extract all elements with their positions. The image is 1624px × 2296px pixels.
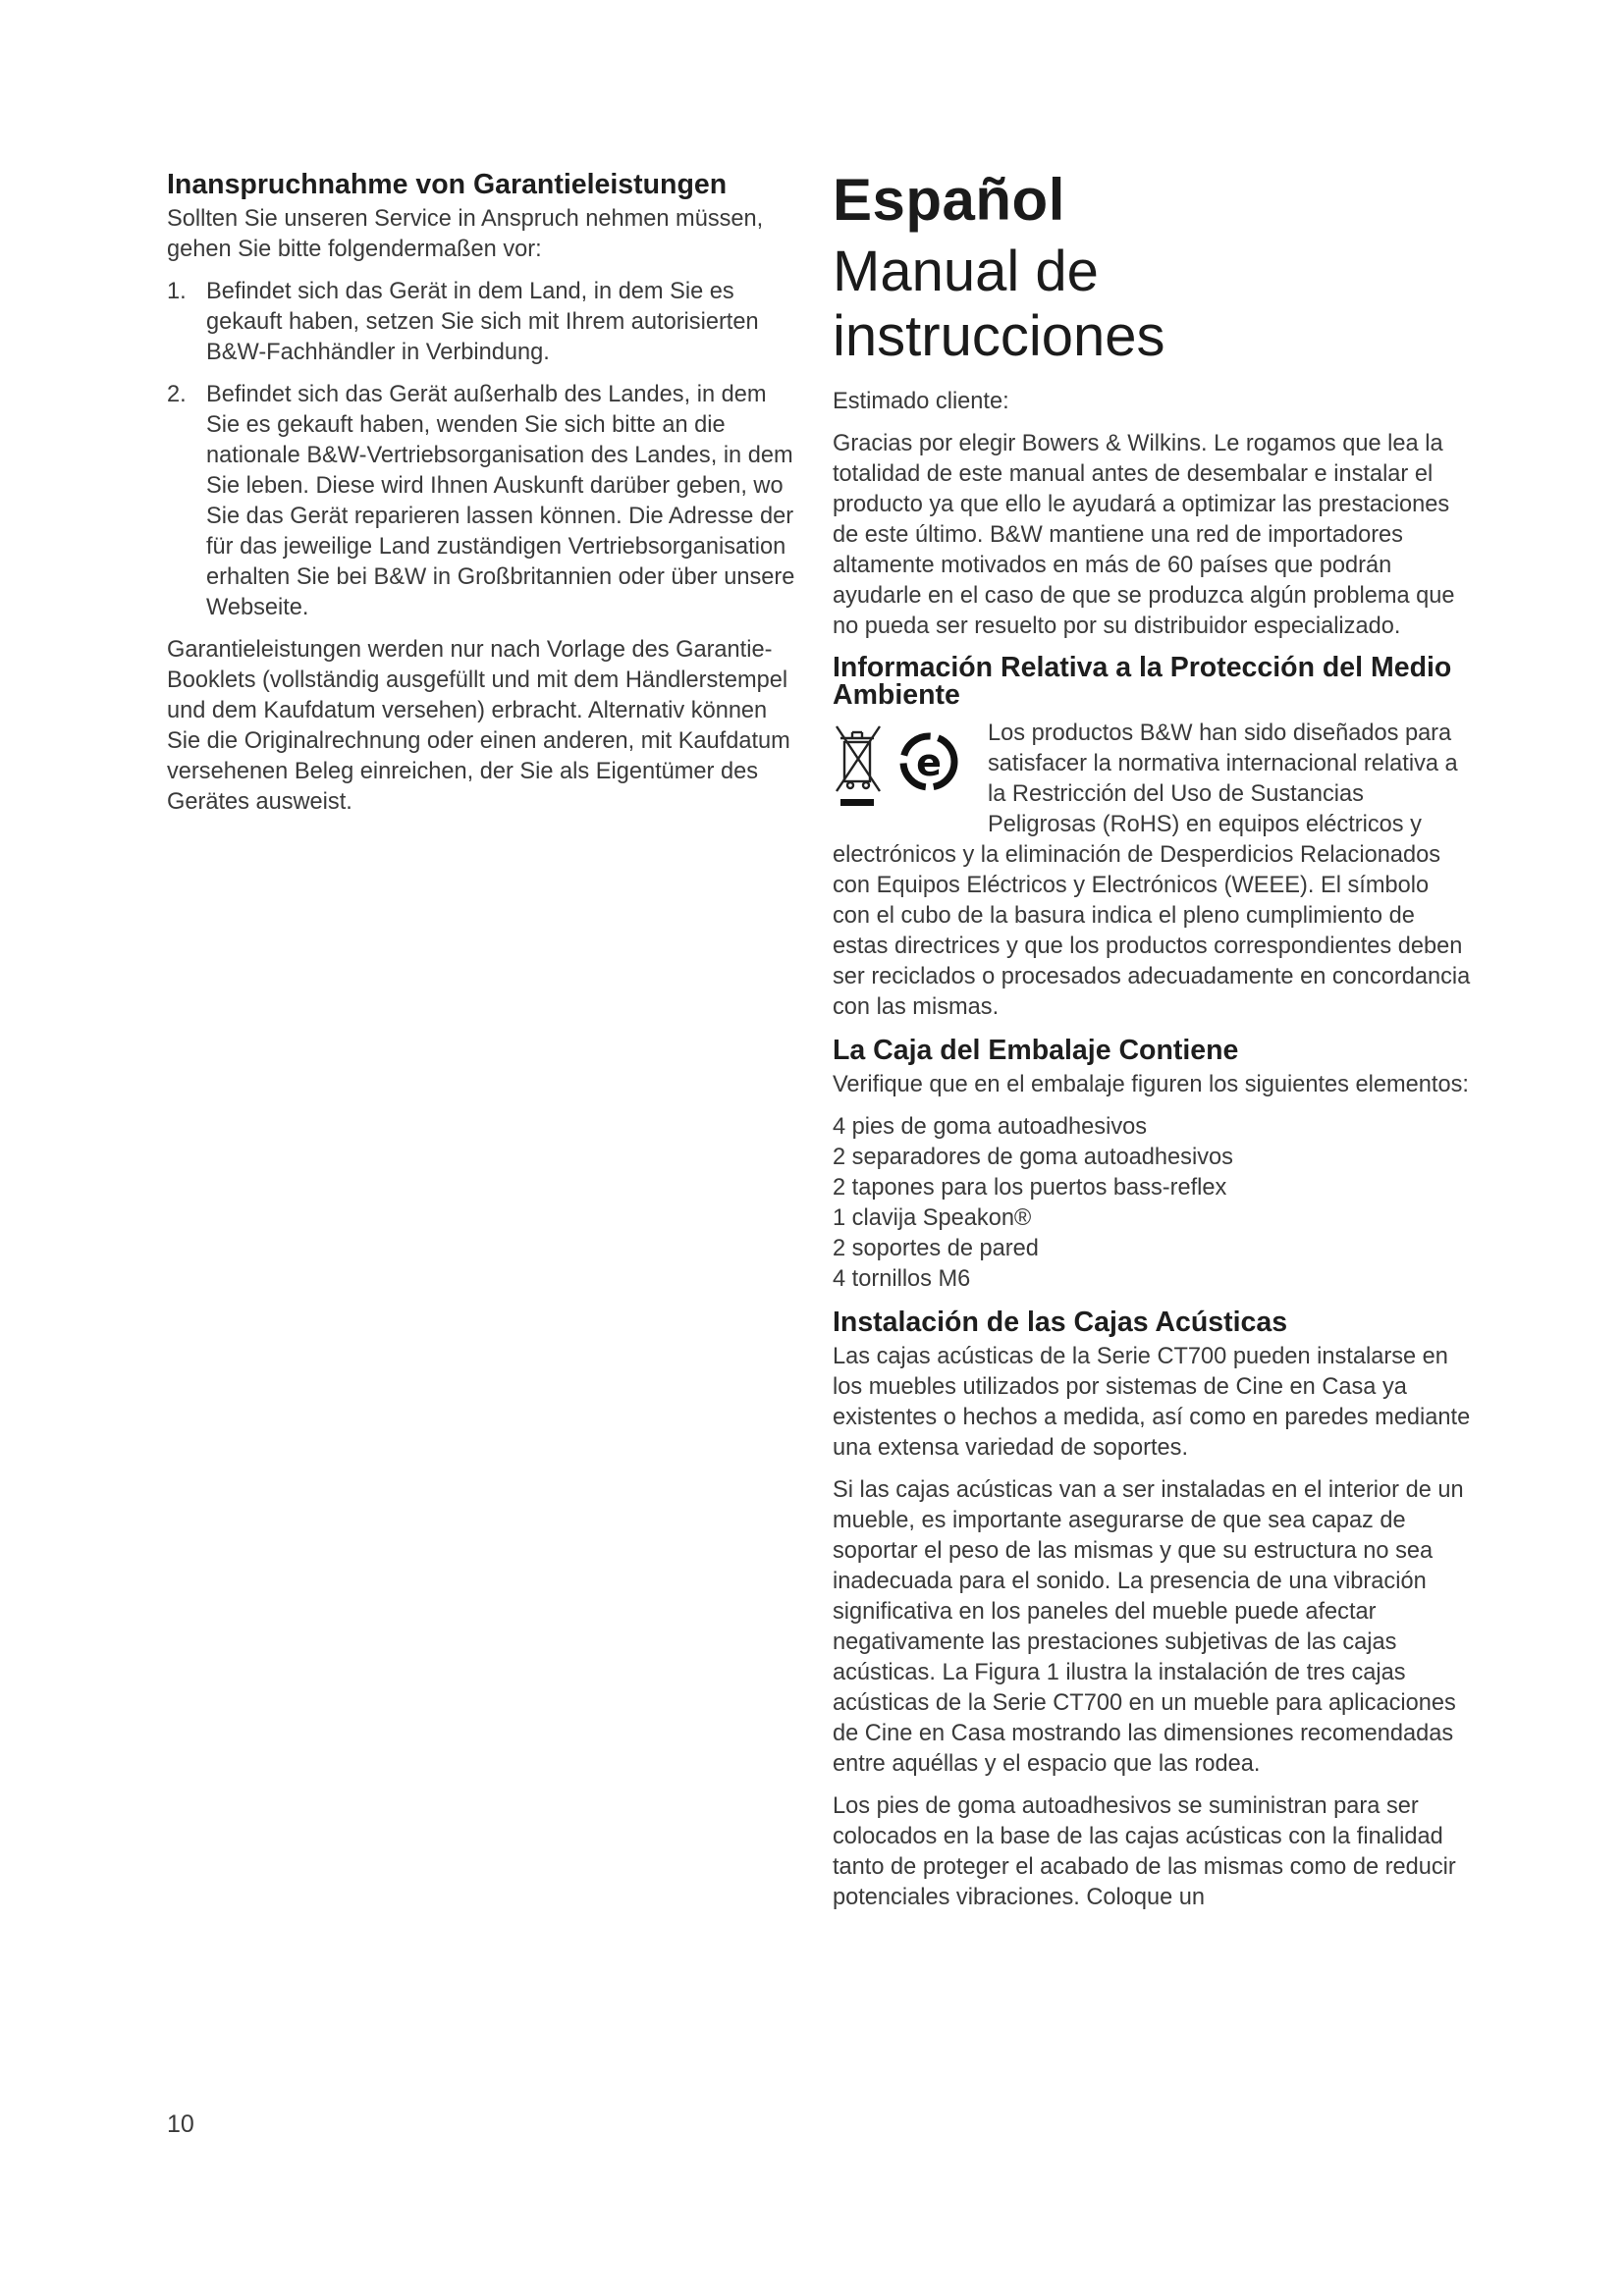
page-number: 10	[167, 2110, 194, 2138]
env-text: Los productos B&W han sido diseñados para satisfacer la normativa internacional relativa a la Restricción del Uso de Sustancias Peligrosas (RoHS) en equipos eléctricos y electrónicos y la eliminación de Desperdicios Relacionados con Equipos Eléctricos y Electrónicos (WEEE). El símbolo con el cubo de la basura indica el pleno cumplimiento de estas directrices y que los productos correspondientes deben ser reciclados o procesados adecuadamente en concordancia con las mismas.	[833, 721, 1471, 1020]
svg-text:e: e	[916, 741, 942, 784]
env-block	[833, 719, 1471, 1023]
weee-bin-icon	[833, 721, 978, 815]
installation-heading: Instalación de las Cajas Acústicas	[833, 1307, 1288, 1338]
list-item	[167, 380, 795, 623]
box-intro: Verifique que en el embalaje figuren los siguientes elementos:	[833, 1072, 1469, 1097]
left-column	[167, 169, 795, 829]
list-item: 2 tapones para los puertos bass-reflex	[833, 1175, 1227, 1201]
list-item: 1 clavija Speakon®	[833, 1205, 1032, 1231]
list-item: 4 tornillos M6	[833, 1266, 971, 1292]
installation-paragraph-3: Los pies de goma autoadhesivos se suministran para ser colocados en la base de las cajas acústicas con la finalidad tanto de proteger el acabado de las mismas como de reducir potenciales vibraciones. Coloque un	[833, 1793, 1456, 1910]
env-heading: Información Relativa a la Protección del Medio Ambiente	[833, 652, 1452, 711]
subtitle-line-1: Manual de	[833, 240, 1099, 303]
intro-paragraph: Gracias por elegir Bowers & Wilkins. Le rogamos que lea la totalidad de este manual antes de desembalar e instalar el producto ya que ello le ayudará a optimizar las prestaciones de este último. B&W mantiene una red de importadores altamente motivados en más de 60 países que podrán ayudarle en el caso de que se produzca algún problema que no pueda ser resuelto por su distribuidor especializado.	[833, 431, 1455, 639]
box-contents-heading: La Caja del Embalaje Contiene	[833, 1035, 1239, 1066]
recycle-e-icon	[903, 736, 954, 787]
box-items-list	[833, 1112, 1471, 1295]
right-column	[833, 169, 1471, 1913]
language-title: Español	[833, 167, 1065, 233]
greeting: Estimado cliente:	[833, 389, 1009, 414]
warranty-closing: Garantieleistungen werden nur nach Vorlage des Garantie-Booklets (vollständig ausgefüllt und mit dem Händlerstempel und dem Kaufdatum versehen) erbracht. Alternativ können Sie die Originalrechnung oder einen anderen, mit Kaufdatum versehenen Beleg einreichen, der Sie als Eigentümer des Gerätes ausweist.	[167, 637, 790, 815]
list-item	[167, 277, 795, 368]
list-item: 2 separadores de goma autoadhesivos	[833, 1145, 1233, 1170]
env-icons	[833, 721, 978, 815]
installation-paragraph-1: Las cajas acústicas de la Serie CT700 pueden instalarse en los muebles utilizados por sistemas de Cine en Casa ya existentes o hechos a medida, así como en paredes mediante una extensa variedad de soportes.	[833, 1344, 1471, 1461]
installation-paragraph-2: Si las cajas acústicas van a ser instaladas en el interior de un mueble, es importante asegurarse de que sea capaz de soportar el peso de las mismas y que su estructura no sea inadecuada para el sonido. La presencia de una vibración significativa en los paneles del mueble puede afectar negativamente las prestaciones subjetivas de las cajas acústicas. La Figura 1 ilustra la instalación de tres cajas acústicas de la Serie CT700 en un mueble para aplicaciones de Cine en Casa mostrando las dimensiones recomendadas entre aquéllas y el espacio que las rodea.	[833, 1477, 1464, 1777]
list-item-number: 1.	[167, 279, 187, 304]
list-item-text: Befindet sich das Gerät in dem Land, in dem Sie es gekauft haben, setzen Sie sich mit Ihrem autorisierten B&W-Fachhändler in Verbindung.	[206, 279, 759, 365]
warranty-claim-heading: Inanspruchnahme von Garantieleistungen	[167, 169, 728, 200]
warranty-intro: Sollten Sie unseren Service in Anspruch nehmen müssen, gehen Sie bitte folgendermaßen vor:	[167, 206, 764, 262]
list-item: 4 pies de goma autoadhesivos	[833, 1114, 1148, 1140]
list-item-number: 2.	[167, 382, 187, 407]
subtitle-line-2: instrucciones	[833, 304, 1165, 368]
manual-subtitle	[833, 240, 1471, 369]
list-item-text: Befindet sich das Gerät außerhalb des Landes, in dem Sie es gekauft haben, wenden Sie sich bitte an die nationale B&W-Vertriebsorganisation des Landes, in dem Sie leben. Diese wird Ihnen Auskunft darüber geben, wo Sie das Gerät reparieren lassen können. Die Adresse der für das jeweilige Land zuständigen Vertriebsorganisation erhalten Sie bei B&W in Großbritannien oder über unsere Webseite.	[206, 382, 795, 620]
list-item: 2 soportes de pared	[833, 1236, 1039, 1261]
